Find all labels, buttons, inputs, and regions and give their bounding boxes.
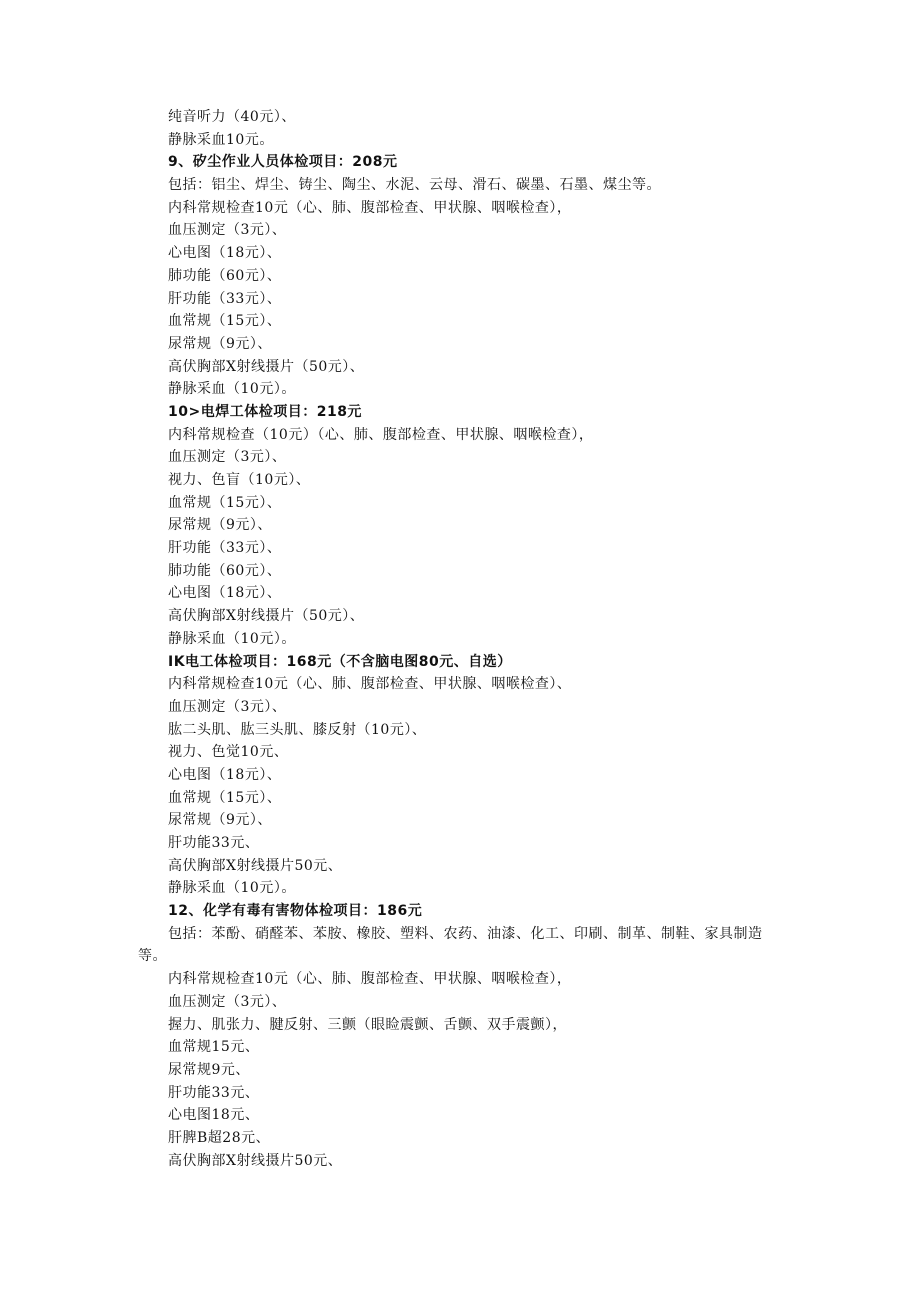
text-line: 握力、肌张力、腱反射、三颤（眼睑震颤、舌颤、双手震颤），: [168, 1016, 567, 1033]
text-line: 视力、色盲（10元）、: [168, 472, 311, 488]
text-line: 尿常规（9元）、: [168, 812, 272, 829]
text-line: 高伏胸部X射线摄片（50元）、: [168, 608, 365, 625]
text-line: 血常规15元、: [168, 1039, 260, 1056]
text-line: 静脉采血（10元）。: [168, 381, 296, 398]
text-line: 肝功能（33元）、: [168, 290, 282, 307]
section-heading: 9、矽尘作业人员体检项目：208元: [168, 154, 398, 171]
text-line: 血常规（15元）、: [168, 494, 282, 511]
text-line: 肝脾B超28元、: [168, 1129, 271, 1146]
text-line: 肝功能33元、: [168, 1084, 260, 1101]
text-line: 血常规（15元）、: [168, 789, 282, 806]
text-line: 静脉采血（10元）。: [168, 880, 296, 897]
text-line: 内科常规检查10元（心、肺、腹部检查、甲状腺、咽喉检查），: [168, 971, 572, 988]
text-line: 高伏胸部X射线摄片50元、: [168, 1152, 343, 1169]
text-line: 肺功能（60元）、: [168, 562, 282, 579]
text-line: 肺功能（60元）、: [168, 267, 282, 284]
text-line: 心电图18元、: [168, 1107, 260, 1124]
section-heading: 12、化学有毒有害物体检项目：186元: [168, 903, 423, 920]
text-line: 纯音听力（40元）、: [168, 109, 296, 125]
text-line: 高伏胸部X射线摄片（50元）、: [168, 358, 365, 375]
text-line: 静脉采血10元。: [168, 131, 274, 148]
text-line: 内科常规检查10元（心、肺、腹部检查、甲状腺、咽喉检查），: [168, 199, 572, 216]
text-line: 尿常规9元、: [168, 1061, 250, 1078]
text-line: 包括：铝尘、焊尘、铸尘、陶尘、水泥、云母、滑石、碳墨、石墨、煤尘等。: [168, 177, 661, 194]
text-line: 血常规（15元）、: [168, 313, 282, 330]
text-line: 肱二头肌、肱三头肌、膝反射（10元）、: [168, 721, 427, 738]
section-heading: 10>电焊工体检项目：218元: [168, 403, 362, 420]
text-line: 内科常规检查（10元）（心、肺、腹部检查、甲状腺、咽喉检查），: [168, 426, 594, 443]
text-line: 视力、色觉10元、: [168, 744, 289, 761]
document-lines-b: [0, 968, 920, 1172]
document-lines-a: [0, 106, 920, 923]
text-line: 高伏胸部X射线摄片50元、: [168, 857, 343, 874]
text-line: 肝功能33元、: [168, 835, 260, 851]
text-line: 心电图（18元）、: [168, 585, 282, 602]
text-line: 肝功能（33元）、: [168, 540, 282, 557]
text-line: 血压测定（3元）、: [168, 698, 287, 715]
text-line: 尿常规（9元）、: [168, 517, 272, 534]
text-line: 内科常规检查10元（心、肺、腹部检查、甲状腺、咽喉检查）、: [168, 676, 572, 693]
materials-paragraph: 包括：苯酚、硝醛苯、苯胺、橡胶、塑料、农药、油漆、化工、印刷、制革、制鞋、家具制造等。: [138, 925, 763, 965]
text-line: 血压测定（3元）、: [168, 449, 287, 466]
text-line: 心电图（18元）、: [168, 245, 282, 262]
text-line: 血压测定（3元）、: [168, 222, 287, 239]
section-heading: IK电工体检项目：168元（不含脑电图80元、自选）: [168, 653, 512, 670]
text-line: 静脉采血（10元）。: [168, 630, 296, 647]
text-line: 血压测定（3元）、: [168, 993, 287, 1010]
text-line: 心电图（18元）、: [168, 766, 282, 783]
document-page: [0, 106, 920, 1172]
text-line: 尿常规（9元）、: [168, 335, 272, 352]
